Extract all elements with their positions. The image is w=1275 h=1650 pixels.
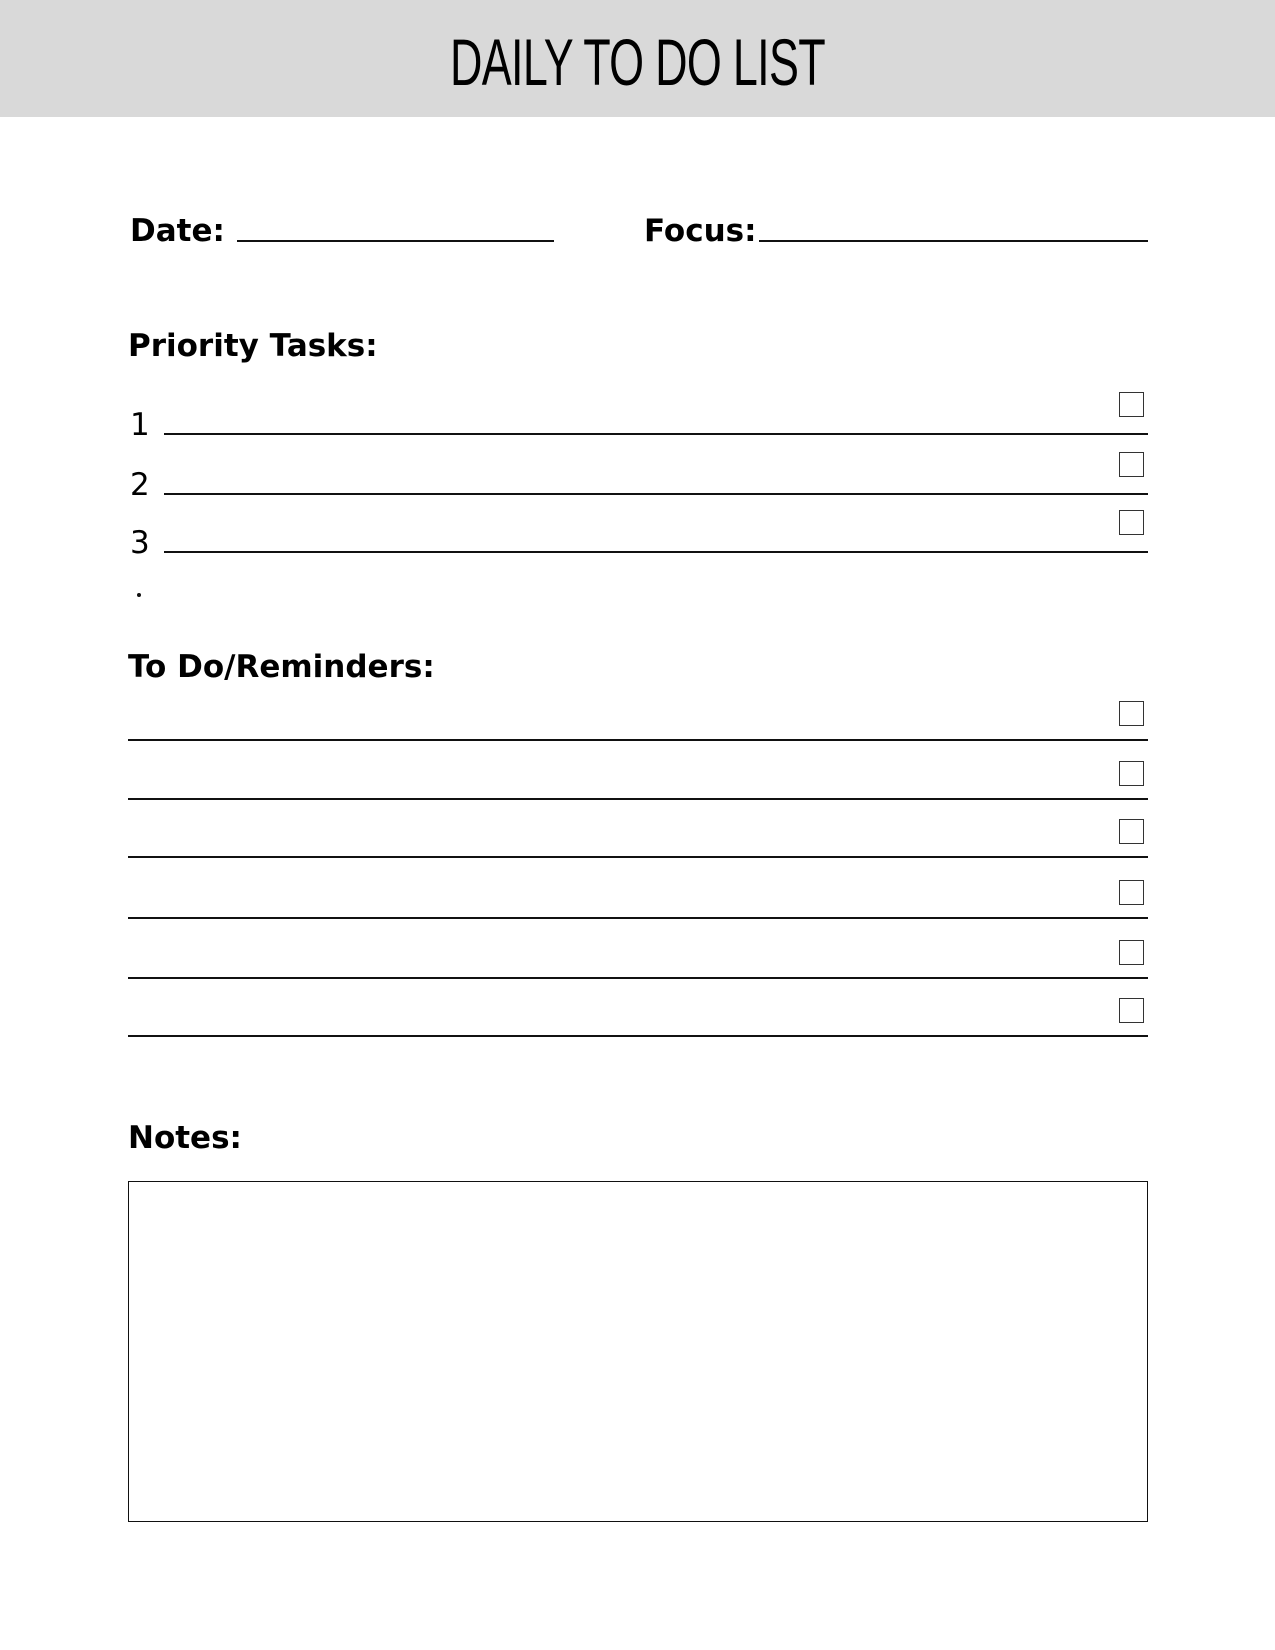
priority-task-number: 3	[130, 525, 150, 561]
todo-line[interactable]	[128, 739, 1148, 741]
priority-task-checkbox[interactable]	[1119, 392, 1144, 417]
todo-line[interactable]	[128, 977, 1148, 979]
priority-task-checkbox[interactable]	[1119, 510, 1144, 535]
priority-task-number: 2	[130, 467, 150, 503]
date-field[interactable]	[237, 240, 554, 242]
todo-line[interactable]	[128, 1035, 1148, 1037]
priority-task-number: 1	[130, 407, 150, 443]
date-label: Date:	[130, 213, 225, 249]
todo-checkbox[interactable]	[1119, 998, 1144, 1023]
priority-task-line[interactable]	[164, 551, 1148, 553]
priority-task-checkbox[interactable]	[1119, 452, 1144, 477]
stray-dot	[137, 593, 141, 597]
todo-line[interactable]	[128, 917, 1148, 919]
focus-field[interactable]	[759, 240, 1148, 242]
todo-checkbox[interactable]	[1119, 940, 1144, 965]
focus-label: Focus:	[644, 213, 757, 249]
priority-tasks-heading: Priority Tasks:	[128, 328, 378, 364]
notes-box[interactable]	[128, 1181, 1148, 1522]
todo-checkbox[interactable]	[1119, 819, 1144, 844]
todo-checkbox[interactable]	[1119, 701, 1144, 726]
notes-heading: Notes:	[128, 1120, 242, 1156]
priority-task-line[interactable]	[164, 493, 1148, 495]
page-title: DAILY TO DO LIST	[450, 25, 825, 99]
todo-reminders-heading: To Do/Reminders:	[128, 649, 435, 685]
todo-checkbox[interactable]	[1119, 761, 1144, 786]
todo-checkbox[interactable]	[1119, 880, 1144, 905]
priority-task-line[interactable]	[164, 433, 1148, 435]
todo-line[interactable]	[128, 856, 1148, 858]
todo-line[interactable]	[128, 798, 1148, 800]
